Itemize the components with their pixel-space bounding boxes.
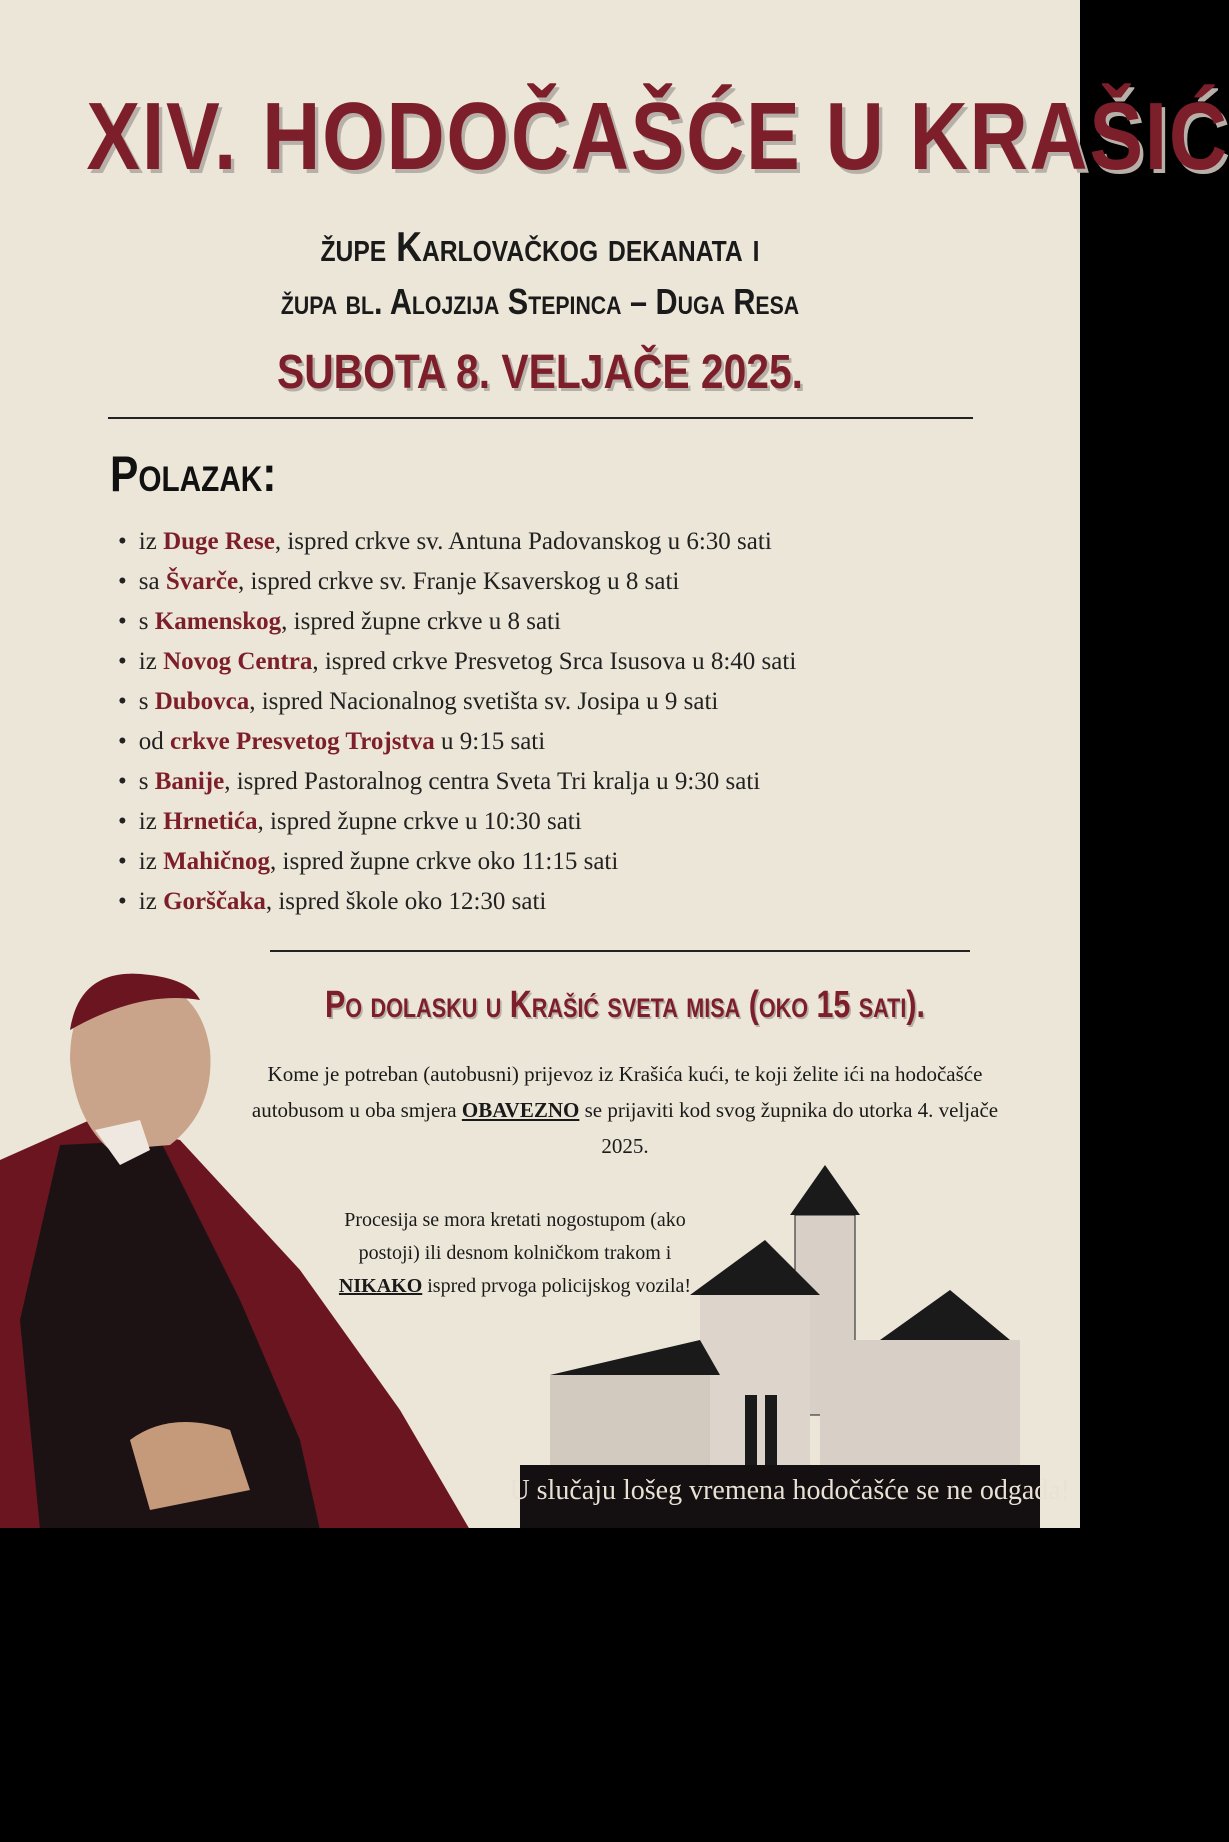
departure-place: Gorščaka <box>163 888 266 915</box>
departure-place: Duge Rese <box>163 528 275 555</box>
departure-text: , ispred crkve sv. Franje Ksaverskog u 8 sati <box>238 568 680 595</box>
departure-item <box>118 842 796 882</box>
transport-text: se prijaviti kod svog župnika do utorka 4. veljače 2025. <box>579 1098 999 1158</box>
transport-emphasis: OBAVEZNO <box>461 1098 580 1122</box>
departure-place: Banije <box>154 768 225 795</box>
procession-text: ispred prvoga policijskog vozila! <box>422 1275 692 1297</box>
departure-place: Hrnetića <box>163 808 258 835</box>
weather-note: U slučaju lošeg vremena hodočašće se ne odgada! <box>509 1475 1070 1506</box>
departure-text: iz <box>138 848 164 875</box>
departure-place: Švarče <box>165 568 239 595</box>
departure-place: Mahičnog <box>163 848 271 875</box>
subtitle-line-1: župe Karlovačkog dekanata i <box>320 223 760 270</box>
departure-item <box>118 722 796 762</box>
departure-text: iz <box>138 888 164 915</box>
departure-heading: Polazak: <box>110 446 277 502</box>
departure-item <box>118 522 796 562</box>
departure-text: , ispred crkve sv. Antuna Padovanskog u 6:30 sati <box>274 528 772 555</box>
departure-text: , ispred župne crkve u 10:30 sati <box>257 808 582 835</box>
transport-text: Kome je potreban (autobusni) prijevoz iz Krašića kući, te koji želite ići na hodočašće autobusom u oba smjera <box>251 1062 983 1122</box>
divider <box>108 417 973 419</box>
procession-emphasis: NIKAKO <box>338 1275 423 1297</box>
departure-text: iz <box>138 648 164 675</box>
departure-text: u 9:15 sati <box>434 728 546 755</box>
subtitle-line-2: župa bl. Alojzija Stepinca – Duga Resa <box>280 281 800 322</box>
departure-text: s <box>138 768 155 795</box>
event-date: SUBOTA 8. VELJAČE 2025. <box>276 346 804 399</box>
departure-text: od <box>138 728 171 755</box>
departure-item <box>118 642 796 682</box>
departure-text: , ispred škole oko 12:30 sati <box>265 888 547 915</box>
departure-place: Kamenskog <box>154 608 282 635</box>
departure-item <box>118 762 796 802</box>
transport-note <box>235 1056 1015 1164</box>
procession-text: Procesija se mora kretati nogostupom (ako postoji) ili desnom kolničkom trakom i <box>344 1209 686 1264</box>
departure-place: Novog Centra <box>163 648 313 675</box>
poster-title: XIV. HODOČAŠĆE U KRAŠIĆ <box>86 83 1229 190</box>
departure-item <box>118 882 796 922</box>
departure-text: , ispred župne crkve oko 11:15 sati <box>270 848 619 875</box>
departure-text: , ispred crkve Presvetog Srca Isusova u 8:40 sati <box>312 648 797 675</box>
departure-item <box>118 682 796 722</box>
departure-place: crkve Presvetog Trojstva <box>170 728 435 755</box>
procession-note <box>315 1204 715 1303</box>
departure-text: s <box>138 688 155 715</box>
departure-text: iz <box>138 528 164 555</box>
departure-text: s <box>138 608 155 635</box>
departure-place: Dubovca <box>154 688 250 715</box>
departure-item <box>118 802 796 842</box>
departure-list <box>118 522 796 922</box>
mass-note: Po dolasku u Krašić sveta misa (oko 15 sati). <box>325 984 925 1026</box>
departure-text: iz <box>138 808 164 835</box>
departure-text: , ispred Pastoralnog centra Sveta Tri kralja u 9:30 sati <box>224 768 761 795</box>
departure-text: , ispred župne crkve u 8 sati <box>281 608 561 635</box>
departure-text: , ispred Nacionalnog svetišta sv. Josipa u 9 sati <box>249 688 719 715</box>
departure-text: sa <box>138 568 166 595</box>
divider <box>270 950 970 952</box>
lower-notes <box>220 982 1030 1303</box>
black-area <box>0 1528 1080 1842</box>
departure-item <box>118 562 796 602</box>
departure-item <box>118 602 796 642</box>
